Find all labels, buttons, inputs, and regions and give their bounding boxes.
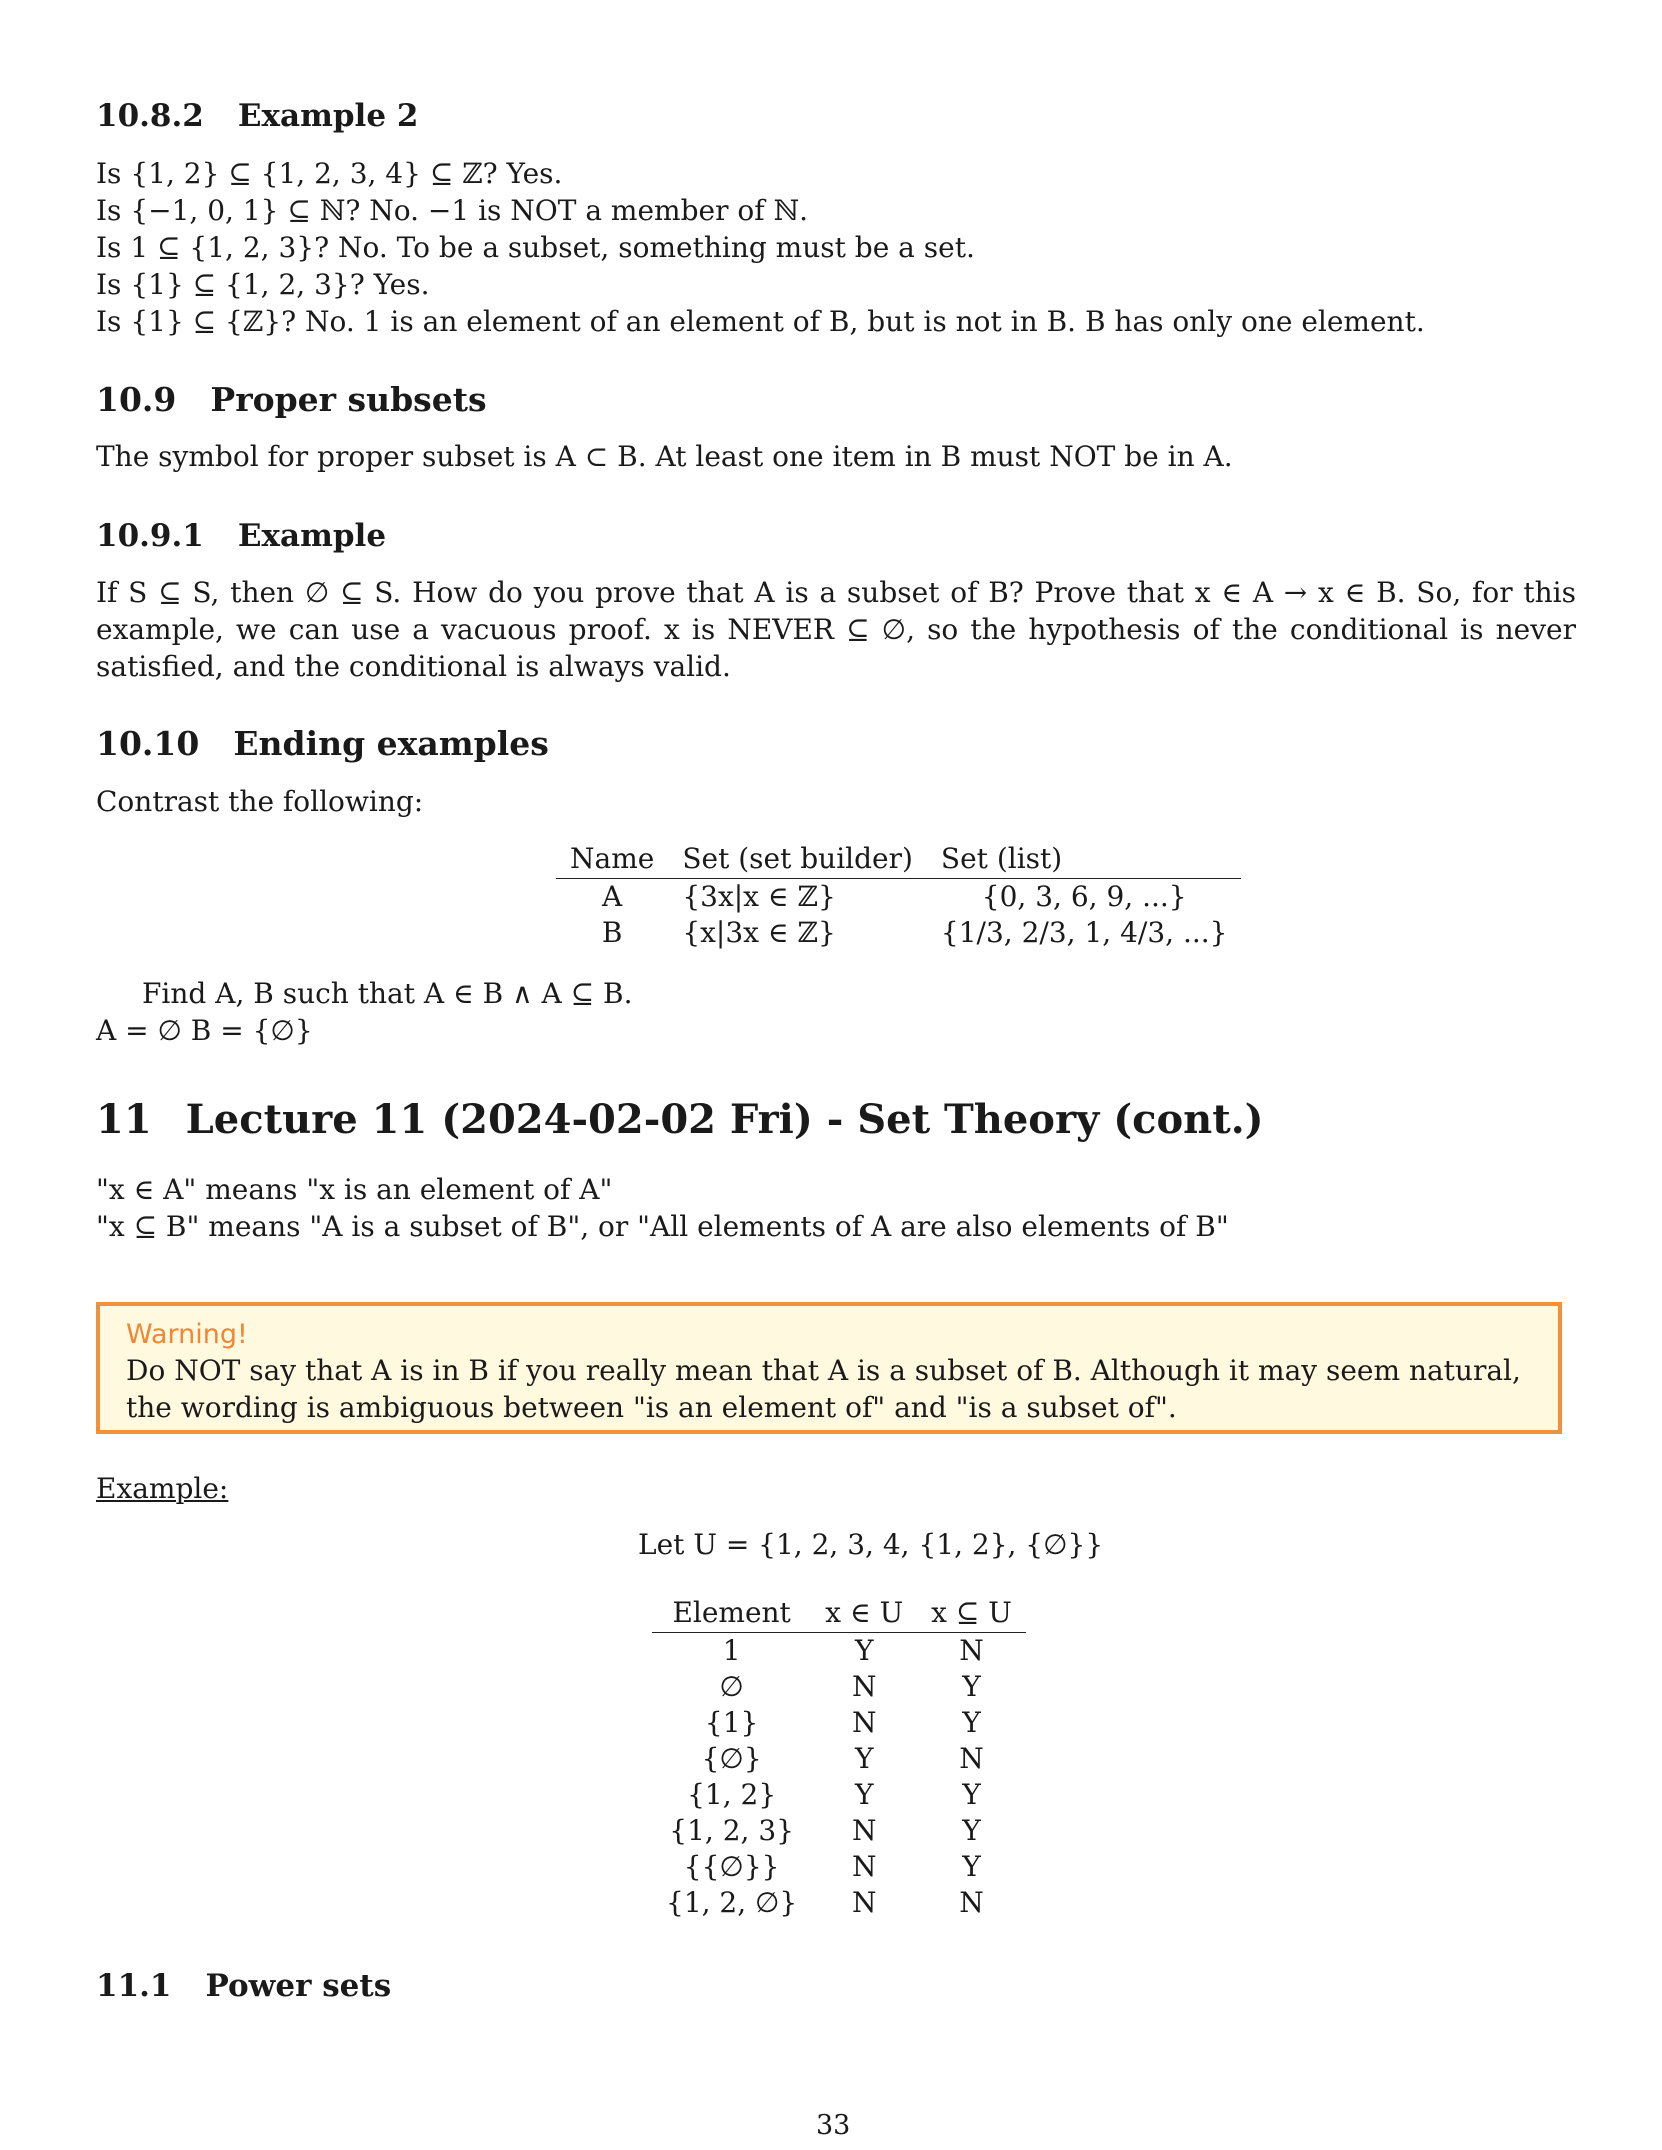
text-line: Is 1 ⊆ {1, 2, 3}? No. To be a subset, something must be a set. xyxy=(96,231,975,264)
section-number: 10.8.2 xyxy=(96,98,204,134)
table-cell: Y xyxy=(962,1670,981,1703)
text-line: Is {1} ⊆ {ℤ}? No. 1 is an element of an element of B, but is not in B. B has only one element. xyxy=(96,305,1425,338)
proper-subsets-text: The symbol for proper subset is A ⊂ B. At least one item in B must NOT be in A. xyxy=(96,440,1233,473)
table-cell: {1} xyxy=(704,1706,759,1739)
table-row xyxy=(556,879,1241,916)
table-cell: Y xyxy=(962,1778,981,1811)
section-number: 11.1 xyxy=(96,1968,172,2004)
table-cell: {1, 2} xyxy=(687,1778,777,1811)
table-cell: B xyxy=(601,916,623,949)
membership-table xyxy=(652,1594,1026,1921)
section-number: 10.9 xyxy=(96,380,177,419)
table-cell: N xyxy=(851,1706,877,1739)
section-title: Power sets xyxy=(205,1968,392,2004)
column-header: x ⊆ U xyxy=(917,1594,1026,1633)
heading-10-8-2 xyxy=(96,98,418,134)
column-header: Set (list) xyxy=(927,840,1242,879)
text-line: "x ∈ A" means "x is an element of A" xyxy=(96,1173,613,1206)
universe-definition: Let U = {1, 2, 3, 4, {1, 2}, {∅}} xyxy=(638,1528,1104,1561)
heading-11 xyxy=(96,1096,1264,1143)
table-row xyxy=(556,915,1241,951)
table-cell: N xyxy=(851,1814,877,1847)
table-cell: ∅ xyxy=(719,1670,744,1703)
page-number: 33 xyxy=(816,2110,851,2141)
table-cell: Y xyxy=(854,1778,874,1811)
text-line: "x ⊆ B" means "A is a subset of B", or "All elements of A are also elements of B" xyxy=(96,1210,1229,1243)
text-line: Is {1} ⊆ {1, 2, 3}? Yes. xyxy=(96,268,430,301)
heading-10-9-1 xyxy=(96,518,386,554)
table-cell: Y xyxy=(962,1814,981,1847)
answer-line: A = ∅ B = {∅} xyxy=(96,1014,313,1047)
heading-11-1 xyxy=(96,1968,391,2004)
section-title: Example xyxy=(237,518,387,554)
text-line: Is {1, 2} ⊆ {1, 2, 3, 4} ⊆ ℤ? Yes. xyxy=(96,157,563,190)
example-2-lines xyxy=(96,155,1425,340)
section-number: 10.9.1 xyxy=(96,518,204,554)
table-cell: {1/3, 2/3, 1, 4/3, ...} xyxy=(940,916,1228,949)
table-row xyxy=(652,1813,1026,1849)
notation-lines xyxy=(96,1171,1229,1245)
warning-text: Do NOT say that A is in B if you really mean that A is a subset of B. Although it may seem natural, the wording is ambiguous between "is an element of" and "is a subset of". xyxy=(126,1354,1521,1424)
table-cell: {0, 3, 6, 9, ...} xyxy=(981,880,1187,913)
example-paragraph: If S ⊆ S, then ∅ ⊆ S. How do you prove that A is a subset of B? Prove that x ∈ A → x ∈ B. So, for this example, we can use a vacuous proof. x is NEVER ⊆ ∅, so the hypothesis of the conditional is never satisfied, and the conditional is always valid. xyxy=(96,576,1576,683)
table-cell: {3x|x ∈ ℤ} xyxy=(682,880,836,913)
table-cell: N xyxy=(851,1886,877,1919)
table-row xyxy=(652,1885,1026,1921)
heading-10-9 xyxy=(96,380,487,419)
table-cell: N xyxy=(959,1634,984,1667)
table-cell: Y xyxy=(962,1706,981,1739)
table-cell: Y xyxy=(962,1850,981,1883)
column-header: Element xyxy=(652,1594,811,1633)
find-sentence: Find A, B such that A ∈ B ∧ A ⊆ B. xyxy=(142,977,633,1010)
table-cell: {x|3x ∈ ℤ} xyxy=(682,916,836,949)
table-cell: N xyxy=(959,1742,984,1775)
table-row xyxy=(652,1849,1026,1885)
section-title: Proper subsets xyxy=(210,380,487,419)
table-row xyxy=(652,1741,1026,1777)
warning-title: Warning! xyxy=(126,1319,248,1350)
table-row xyxy=(652,1633,1026,1670)
chapter-title: Lecture 11 (2024-02-02 Fri) - Set Theory (cont.) xyxy=(185,1096,1264,1143)
column-header: Set (set builder) xyxy=(668,840,927,879)
set-contrast-table xyxy=(556,840,1241,951)
table-cell: N xyxy=(851,1670,877,1703)
table-cell: Y xyxy=(854,1634,874,1667)
chapter-number: 11 xyxy=(96,1096,152,1143)
section-number: 10.10 xyxy=(96,724,200,763)
section-title: Example 2 xyxy=(237,98,419,134)
table-header-row xyxy=(652,1594,1026,1633)
table-cell: {∅} xyxy=(701,1742,762,1775)
table-cell: N xyxy=(851,1850,877,1883)
example-label: Example: xyxy=(96,1472,229,1505)
warning-box xyxy=(96,1302,1562,1434)
table-cell: {{∅}} xyxy=(683,1850,780,1883)
table-header-row xyxy=(556,840,1241,879)
table-cell: A xyxy=(602,880,623,913)
table-cell: Y xyxy=(854,1742,874,1775)
table-cell: N xyxy=(959,1886,984,1919)
table-row xyxy=(652,1669,1026,1705)
table-row xyxy=(652,1777,1026,1813)
heading-10-10 xyxy=(96,724,549,763)
table-cell: 1 xyxy=(722,1634,741,1667)
table-row xyxy=(652,1705,1026,1741)
column-header: x ∈ U xyxy=(811,1594,917,1633)
table-cell: {1, 2, 3} xyxy=(669,1814,794,1847)
section-title: Ending examples xyxy=(233,724,549,763)
contrast-intro: Contrast the following: xyxy=(96,785,424,818)
text-line: Is {−1, 0, 1} ⊆ ℕ? No. −1 is NOT a member of ℕ. xyxy=(96,194,808,227)
table-cell: {1, 2, ∅} xyxy=(666,1886,798,1919)
column-header: Name xyxy=(556,840,668,879)
